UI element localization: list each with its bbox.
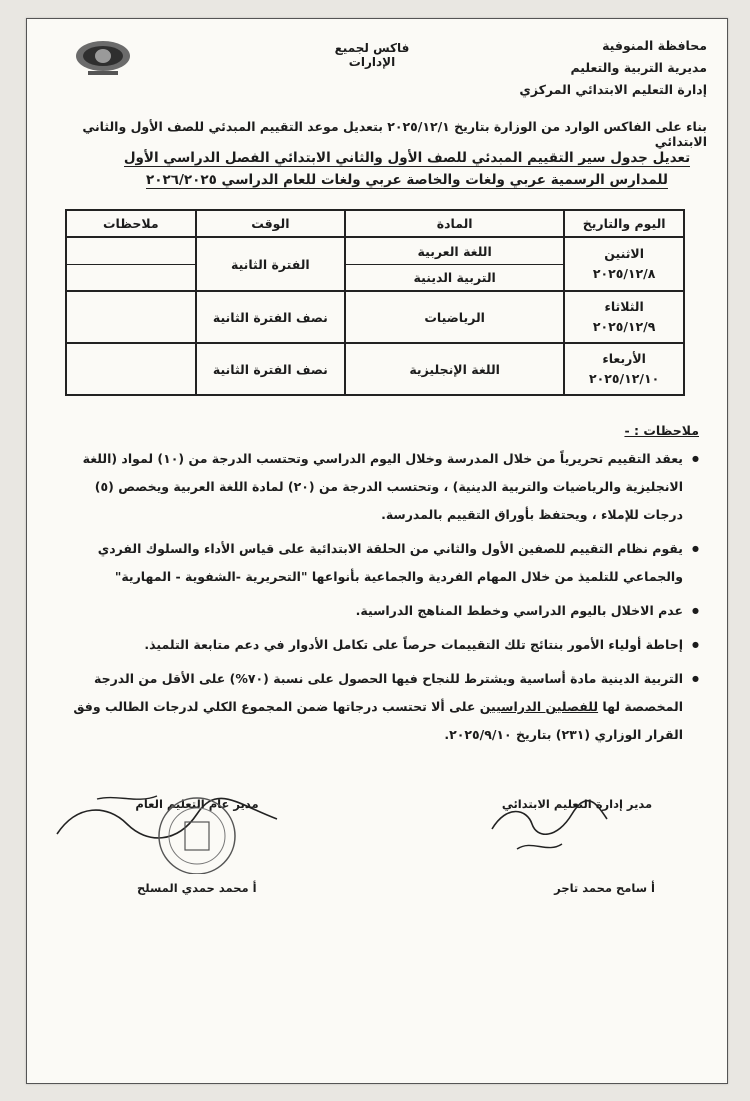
document-title	[107, 147, 707, 191]
note-item: ● يعقد التقييم تحريرياً من خلال المدرسة وخلال اليوم الدراسي وتحتسب الدرجة من (١٠) لمواد (اللغة الانجليزية والرياضيات والتربية الدينية) ، وتحتسب الدرجة من (٢٠) لمادة اللغة العربية ويخصص (٥) درجات للإملاء ، ويحتفظ بأوراق التقييم بالمدرسة.	[59, 445, 683, 529]
day-label: الثلاثاء	[604, 299, 644, 314]
note-text: على ألا تحتسب درجاتها ضمن المجموع الكلي لدرجات الطالب وفق القرار الوزاري (٢٣١) بتاريخ ٢٠٢٥/٩/١٠.	[73, 699, 683, 742]
day-date-cell	[564, 291, 684, 343]
table-row	[66, 291, 684, 343]
time-cell: نصف الفترة الثانية	[196, 343, 345, 395]
right-signature-title: مدير إدارة التعليم الابتدائي	[501, 797, 653, 811]
subject-cell	[345, 237, 564, 291]
note-item	[59, 665, 683, 749]
fax-note: فاكس لجميع الإدارات	[334, 41, 410, 69]
date-label: ٢٠٢٥/١٢/١٠	[589, 371, 660, 386]
notes-cell	[66, 343, 196, 395]
subject-label: اللغة العربية	[346, 239, 563, 265]
table-row	[66, 343, 684, 395]
day-date-cell	[564, 237, 684, 291]
notes-section	[59, 417, 699, 755]
note-item: ● إحاطة أولياء الأمور بنتائج تلك التقييمات حرصاً على تكامل الأدوار في دعم متابعة التلميذ.	[59, 631, 683, 659]
date-label: ٢٠٢٥/١٢/٩	[592, 319, 656, 334]
schedule-table	[65, 209, 685, 396]
signature-scribble-right-icon	[477, 789, 617, 869]
left-signatory-name: أ محمد حمدي المسلح	[137, 881, 257, 895]
directorate: مديرية التربية والتعليم	[570, 60, 707, 75]
notes-title: ملاحظات : -	[624, 423, 699, 438]
note-item: ● عدم الاخلال باليوم الدراسي وخطط المناهج الدراسية.	[59, 597, 683, 625]
governorate: محافظة المنوفية	[602, 38, 707, 53]
column-header: المادة	[345, 210, 564, 237]
note-item: ● يقوم نظام التقييم للصفين الأول والثاني من الحلقة الابتدائية على قياس الأداء والسلوك الفردي والجماعي للتلميذ من خلال المهام الفردية والجماعية بأنواعها "التحريرية -الشفوية - المهارية"	[59, 535, 683, 591]
ministry-logo-icon	[74, 37, 132, 77]
table-row	[66, 237, 684, 291]
day-label: الاثنين	[604, 246, 644, 261]
column-header: اليوم والتاريخ	[564, 210, 684, 237]
notes-value	[67, 239, 195, 265]
day-label: الأربعاء	[602, 351, 646, 366]
notes-list	[59, 445, 699, 749]
subject-label: التربية الدينية	[413, 269, 496, 285]
left-signature-title: مدير عام التعليم العام	[135, 797, 259, 811]
column-header: الوقت	[196, 210, 345, 237]
letterhead	[467, 35, 707, 101]
notes-cell	[66, 237, 196, 291]
title-line-2: للمدارس الرسمية عربي ولغات والخاصة عربي ولغات للعام الدراسي ٢٠٢٦/٢٠٢٥	[146, 172, 668, 188]
department: إدارة التعليم الابتدائي المركزي	[519, 82, 707, 97]
note-underlined-text: للفصلين الدراسيين	[479, 699, 599, 714]
subject-cell: الرياضيات	[345, 291, 564, 343]
signature-scribble-left-icon	[37, 774, 297, 874]
notes-value-blank	[67, 265, 195, 290]
time-cell: نصف الفترة الثانية	[196, 291, 345, 343]
day-date-cell	[564, 343, 684, 395]
note-text: التربية الدينية مادة أساسية ويشترط للنجاح فيها الحصول على نسبة (٧٠%) على الأقل من الدرجة المخصصة لها	[94, 671, 683, 714]
time-cell: الفترة الثانية	[196, 237, 345, 291]
document-page	[26, 18, 728, 1084]
column-header: ملاحظات	[66, 210, 196, 237]
notes-cell	[66, 291, 196, 343]
subject-cell: اللغة الإنجليزية	[345, 343, 564, 395]
title-line-1: تعديل جدول سير التقييم المبدئي للصف الأول والثاني الابتدائي الفصل الدراسي الأول	[123, 150, 691, 166]
date-label: ٢٠٢٥/١٢/٨	[592, 266, 656, 281]
table-header-row	[66, 210, 684, 237]
right-signatory-name: أ سامح محمد تاجر	[554, 881, 655, 895]
subject-line: بناء على الفاكس الوارد من الوزارة بتاريخ ٢٠٢٥/١٢/١ بتعديل موعد التقييم المبدئي للصف الأول والثاني الابتدائي	[82, 119, 707, 149]
